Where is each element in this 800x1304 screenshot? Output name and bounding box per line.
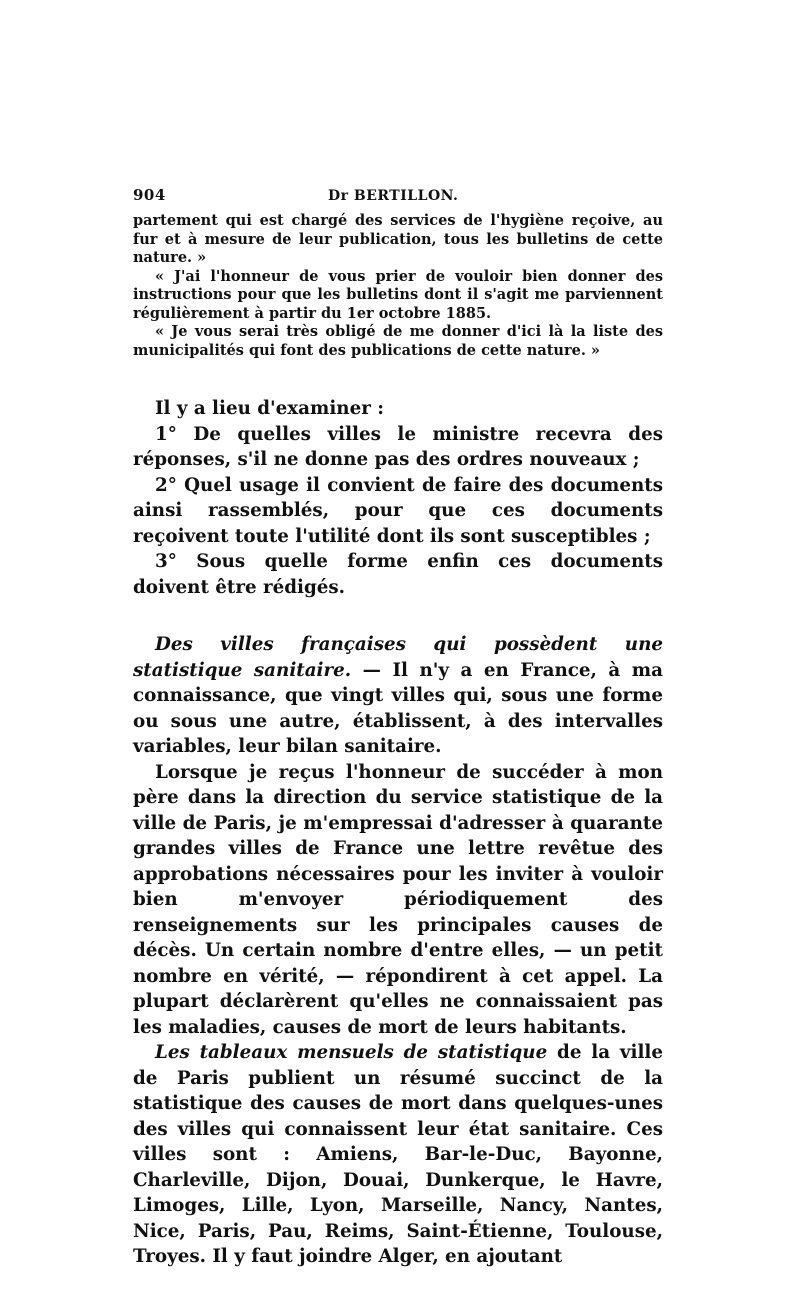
running-head: Dr BERTILLON. (328, 188, 459, 204)
body-paragraph-6: Lorsque je reçus l'honneur de succéder à mon père dans la direction du service statistique de la ville de Paris, je m'empressai d'adresser à quarante grandes villes de France une lettre revêtue des approbations nécessaires pour les inviter à vouloir bien m'envoyer périodiquement des renseignements sur les principales causes de décès. Un certain nombre d'entre elles, — un petit nombre en vérité, — répondirent à cet appel. La plupart déclarèrent qu'elles ne connaissaient pas les maladies, causes de mort de leurs habitants. (133, 761, 663, 1038)
body-paragraph-1: Il y a lieu d'examiner : (155, 398, 384, 419)
page-header (133, 186, 663, 204)
body-paragraph-7-text: de la ville de Paris publient un résumé succinct de la statistique des causes de mort dans quelques-unes des villes qui connaissent leur état sanitaire. Ces villes sont : Amiens, Bar-le-Duc, Bayonne, Charleville, Dijon, Douai, Dunkerque, le Havre, Limoges, Lille, Lyon, Marseille, Nancy, Nantes, Nice, Paris, Pau, Reims, Saint-Étienne, Toulouse, Troyes. Il y faut joindre Alger, en ajoutant (133, 1042, 663, 1267)
section-heading-italic: Des villes françaises qui possèdent une statistique sanitaire. (133, 634, 663, 681)
italic-title: Les tableaux mensuels de statistique (155, 1042, 548, 1063)
quote-paragraph-1: partement qui est chargé des services de l'hygiène reçoive, au fur et à mesure de leur publication, tous les bulletins de cette nature. » (133, 212, 663, 266)
quote-paragraph-2: « J'ai l'honneur de vous prier de vouloir bien donner des instructions pour que les bulletins dont il s'agit me parviennent régulièrement à partir du 1er octobre 1885. (133, 267, 663, 322)
book-page (133, 186, 663, 1270)
quote-paragraph-3: « Je vous serai très obligé de me donner d'ici là la liste des municipalités qui font des publications de cette nature. » (133, 323, 663, 359)
body-paragraph-7 (133, 1040, 663, 1270)
body-paragraph-3: 2° Quel usage il convient de faire des documents ainsi rassemblés, pour que ces documents reçoivent toute l'utilité dont ils sont susceptibles ; (133, 474, 663, 547)
page-number: 904 (133, 186, 166, 204)
body-paragraph-2: 1° De quelles villes le ministre recevra des réponses, s'il ne donne pas des ordres nouveaux ; (133, 423, 663, 470)
body-paragraph-5-text: — Il n'y a en France, à ma connaissance, que vingt villes qui, sous une forme ou sous une autre, établissent, à des intervalles variables, leur bilan sanitaire. (133, 659, 663, 757)
body-paragraph-4: 3° Sous quelle forme enfin ces documents doivent être rédigés. (133, 551, 663, 598)
quoted-letter (133, 212, 663, 360)
body-paragraph-5 (133, 632, 663, 760)
main-text (133, 396, 663, 1270)
